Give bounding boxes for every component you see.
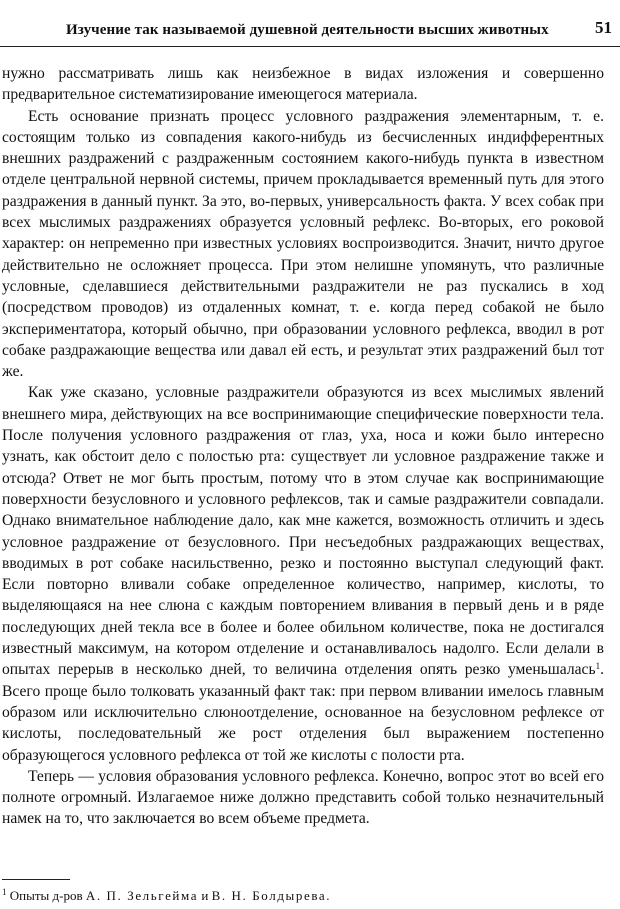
page-number: 51 [595, 18, 612, 37]
footnote [2, 888, 330, 904]
footnote-text: . [326, 888, 330, 903]
paragraph-continued: нужно рассматривать лишь как неизбежное в видах изложения и совершенно предварительное систематизирование имеющегося материала. [2, 65, 604, 104]
body-text [2, 63, 604, 830]
running-head [0, 16, 620, 42]
paragraph-text: Как уже сказано, условные раздражители образуются из всех мыслимых явлений внешнего мира, действующих на все воспринимающие специфические поверхности тела. После получения условного раздражения от глаз, уха, носа и кожи было интересно узнать, как обстоит дело с полостью рта: существует ли условное раздражение также и отсюда? Ответ не мог быть простым, потому что в этом случае как воспринимающие поверхности безусловного и условного рефлексов, так и самые раздражители совпадали. Однако внимательное наблюдение дало, как мне кажется, возможность отличить и здесь условное раздражение от безусловного. При несъедобных раздражающих веществах, вводимых в рот собаке насильственно, резко и постоянно выступал следующий факт. Если повторно вливали собаке определенное количество, например, кислоты, то выделяющаяся на нее слюна с каждым повторением вливания в первый день и в ряде последующих дней текла все в более и более обильном количестве, пока не достигался известный максимум, на котором отделение и останавливалось надолго. Если делали в опытах перерыв в несколько дней, то величина отделения опять резко уменьшалась [2, 384, 604, 679]
paragraph-text: . Всего проще было толковать указанный факт так: при первом вливании имелось главным образом или исключительно слюноотделение, основанное на безусловном рефлексе от кислоты, последовательный же рост отделения был выражением постепенно образующегося условного рефлекса от той же кислоты с полости рта. [2, 661, 604, 764]
footnote-text: Опыты д-ров [9, 888, 86, 903]
footnote-author: А. П. Зельгейма [85, 888, 199, 903]
footnote-marker: 1 [2, 887, 7, 897]
paragraph [2, 382, 604, 765]
header-divider [0, 46, 620, 47]
footnote-text: и [198, 888, 212, 903]
paragraph: Есть основание признать процесс условного раздражения элементарным, т. е. состоящим только из совпадения какого-нибудь из бесчисленных индифферентных внешних раздражений с раздраженным состоянием какого-нибудь пункта в известном отделе центральной нервной системы, причем прокладывается временный путь для этого раздражения в данный пункт. За это, во-первых, универсальность факта. У всех собак при всех мыслимых раздражениях образуется условный рефлекс. Во-вторых, его роковой характер: он непременно при известных условиях воспроизводится. Значит, ничто другое действительно не осложняет процесса. При этом нелишне упомянуть, что различные условные, сделавшиеся действительными раздражители не раз пускались в ход (посредством проводов) из отдаленных комнат, т. е. когда перед собакой не было экспериментатора, который обычно, при образовании условного рефлекса, вводил в рот собаке раздражающие вещества или давал ей есть, и результат этих раздражений был тот же. [2, 107, 604, 381]
footnote-author: В. Н. Болдырева [211, 888, 327, 903]
running-title: Изучение так называемой душевной деятельности высших животных [66, 22, 549, 38]
footnote-reference[interactable]: 1 [595, 661, 601, 672]
paragraph: Теперь — условия образования условного рефлекса. Конечно, вопрос этот во всей его полноте огромный. Излагаемое ниже должно представить собой только незначительный намек на то, что заключается во всем объеме предмета. [2, 767, 604, 828]
footnote-divider [2, 879, 70, 880]
